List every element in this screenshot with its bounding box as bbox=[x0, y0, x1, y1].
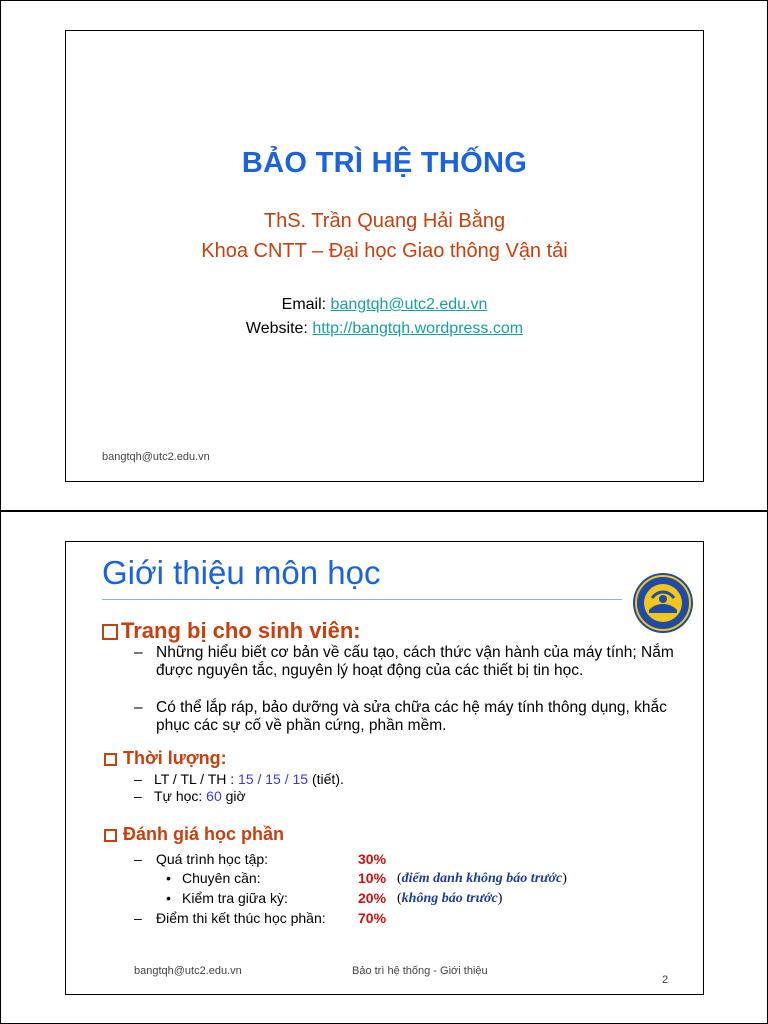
intro-slide: Giới thiệu môn học Trang bị cho sinh viên: – Những hiểu biết cơ bản về cấu tạo, cách thức vận hành của máy tính; Nắm được nguyên tắc, nguyên lý hoạt động của các thiết bị tin học. – Có thể lắp ráp, bảo dưỡng và sửa chữa các hệ máy tính thông dụng, khắc phục các sự cố về phần cứng, phần mềm. Thời lượng: – LT / TL / TH : 15 / 15 / 15 (tiết). – Tự học: 60 giờ Đánh giá học phần – Quá trình học tập: 30% • Chuyên cần: 10% (điểm danh không báo trước) • Kiểm tra giữa kỳ: 20% (không báo trước) – Điểm thi kết thúc học phần: 70% bangtqh@utc2.edu.vn Bảo trì hệ thống - Giới thiệu 2 bbox=[65, 541, 704, 995]
checkbox-square-icon bbox=[104, 753, 117, 766]
title-divider bbox=[102, 599, 622, 600]
page-number: 2 bbox=[662, 974, 669, 986]
website-label: Website: bbox=[245, 320, 313, 337]
email-line bbox=[66, 296, 703, 314]
section-heading-assessment: Đánh giá học phần bbox=[104, 824, 284, 845]
slide-footer-email: bangtqh@utc2.edu.vn bbox=[102, 451, 210, 463]
checkbox-square-icon bbox=[102, 624, 118, 640]
slide-footer-email: bangtqh@utc2.edu.vn bbox=[134, 965, 242, 977]
email-label: Email: bbox=[281, 296, 331, 313]
hours-values: 15 / 15 / 15 bbox=[238, 771, 309, 787]
course-title: BẢO TRÌ HỆ THỐNG bbox=[241, 147, 528, 179]
section-heading-duration: Thời lượng: bbox=[104, 748, 227, 769]
self-study-hours: 60 bbox=[206, 788, 222, 804]
university-seal-logo-icon bbox=[632, 572, 694, 634]
website-line bbox=[66, 320, 703, 338]
slide-footer-title: Bảo trì hệ thống - Giới thiệu bbox=[352, 965, 488, 977]
author-name: ThS. Trần Quang Hải Bằng bbox=[263, 210, 506, 232]
section-heading-training: Trang bị cho sinh viên: bbox=[102, 618, 361, 644]
title-slide bbox=[65, 30, 704, 482]
website-link[interactable]: http://bangtqh.wordpress.com bbox=[312, 320, 524, 337]
checkbox-square-icon bbox=[104, 829, 117, 842]
slide-title: Giới thiệu môn học bbox=[102, 554, 381, 591]
email-link[interactable]: bangtqh@utc2.edu.vn bbox=[330, 296, 488, 313]
author-affiliation: Khoa CNTT – Đại học Giao thông Vận tải bbox=[201, 240, 568, 262]
